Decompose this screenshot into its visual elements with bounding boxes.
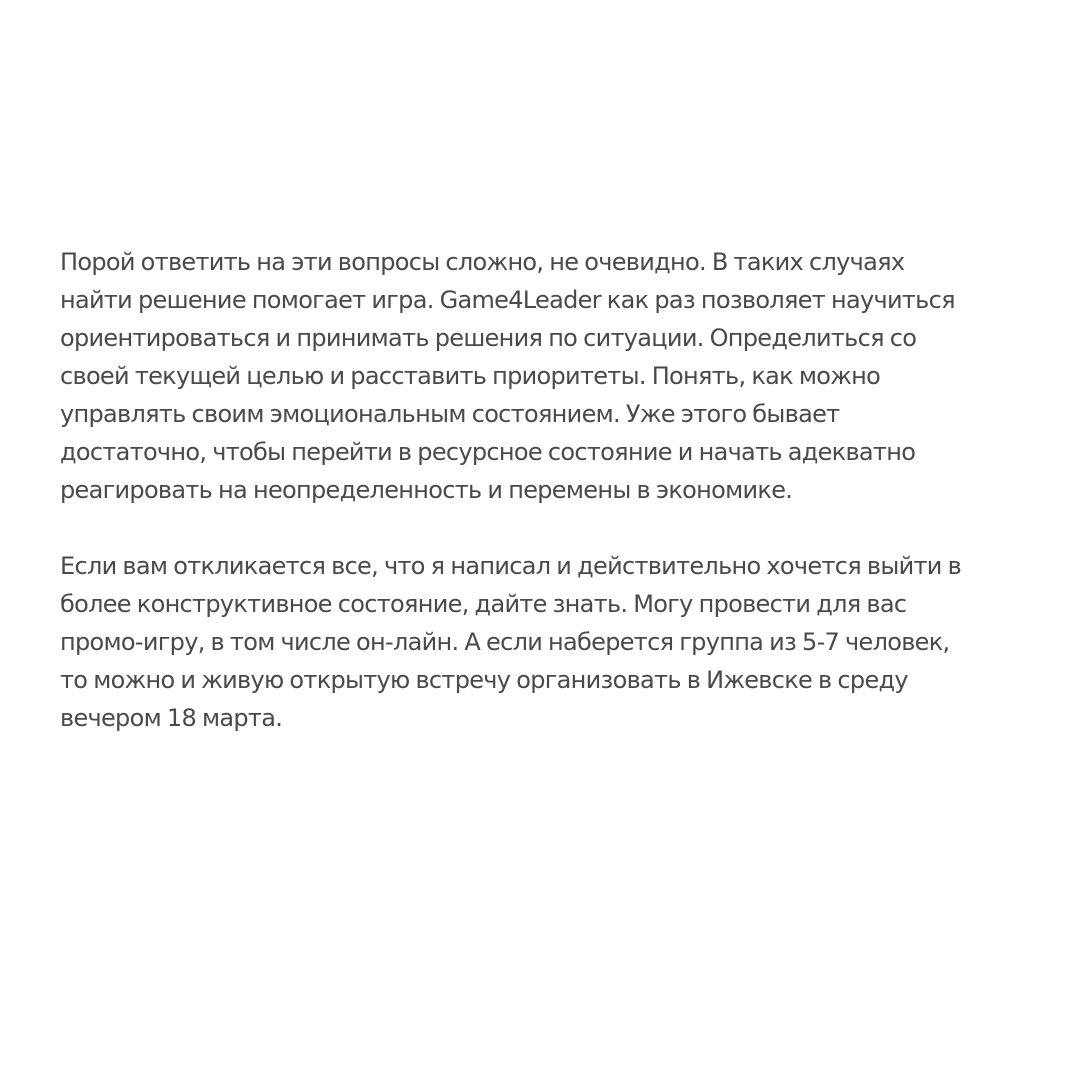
paragraph-line: вечером 18 марта. [60, 704, 283, 732]
paragraph-line: промо-игру, в том числе он-лайн. А если наберется группа из 5-7 человек, [60, 628, 950, 656]
paragraph-line: управлять своим эмоциональным состоянием. Уже этого бывает [60, 400, 840, 428]
paragraph-line: своей текущей целью и расставить приоритеты. Понять, как можно [60, 362, 881, 390]
paragraph-line: более конструктивное состояние, дайте знать. Могу провести для вас [60, 590, 907, 618]
paragraph-line: Порой ответить на эти вопросы сложно, не очевидно. В таких случаях [60, 248, 905, 276]
paragraph-2 [60, 547, 1050, 737]
paragraph-line: то можно и живую открытую встречу организовать в Ижевске в среду [60, 666, 908, 694]
paragraph-line: ориентироваться и принимать решения по ситуации. Определиться со [60, 324, 917, 352]
paragraph-line: реагировать на неопределенность и перемены в экономике. [60, 476, 793, 504]
paragraph-line: Если вам откликается все, что я написал и действительно хочется выйти в [60, 552, 962, 580]
article-text [60, 243, 1050, 737]
paragraph-line: найти решение помогает игра. Game4Leader как раз позволяет научиться [60, 286, 955, 314]
paragraph-1 [60, 243, 1050, 509]
paragraph-line: достаточно, чтобы перейти в ресурсное состояние и начать адекватно [60, 438, 916, 466]
